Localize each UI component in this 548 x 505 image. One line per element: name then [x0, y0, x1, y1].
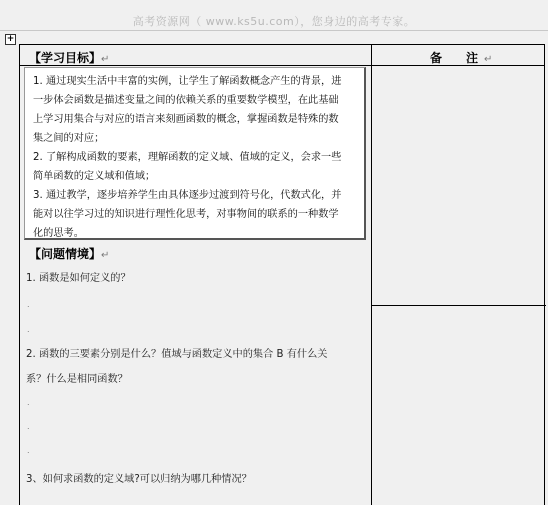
objective-line: 3. 通过教学，逐步培养学生由具体逐步过渡到符号化，代数式化，并: [33, 190, 342, 201]
objective-line: 集之间的对应；: [33, 133, 105, 144]
empty-paragraph-mark: .: [27, 325, 30, 334]
return-mark-icon: ↵: [101, 54, 110, 65]
empty-paragraph-mark: .: [27, 422, 30, 431]
lesson-table: [19, 44, 545, 505]
question-line: 系？什么是相同函数？: [26, 374, 128, 385]
empty-paragraph-mark: .: [27, 300, 30, 309]
notes-heading-text: 备 注: [430, 51, 485, 65]
return-mark-icon: ↵: [484, 54, 499, 65]
objectives-heading: [29, 49, 109, 66]
situation-heading-text: 【问题情境】: [29, 247, 102, 261]
return-mark-icon: ↵: [101, 250, 110, 261]
question-line: 1. 函数是如何定义的？: [26, 273, 131, 284]
objectives-text-box[interactable]: [24, 67, 366, 240]
objective-line: 化的思考。: [33, 228, 84, 239]
objective-line: 上学习用集合与对应的语言来刻画函数的概念，掌握函数是特殊的数: [33, 114, 339, 125]
header-divider: [0, 30, 548, 31]
situation-heading: [29, 245, 109, 262]
objectives-heading-text: 【学习目标】: [29, 51, 102, 65]
table-move-handle-icon[interactable]: +: [6, 34, 15, 44]
empty-paragraph-mark: .: [27, 446, 30, 455]
notes-heading: [430, 49, 498, 66]
empty-paragraph-mark: .: [27, 398, 30, 407]
question-line: 2. 函数的三要素分别是什么？值域与函数定义中的集合 B 有什么关: [26, 349, 328, 360]
notes-row-divider: [371, 305, 546, 306]
objective-line: 一步体会函数是描述变量之间的依赖关系的重要数学模型，在此基础: [33, 95, 339, 106]
objective-line: 1. 通过现实生活中丰富的实例，让学生了解函数概念产生的背景，进: [33, 76, 342, 87]
page-header-text: 高考资源网（ www.ks5u.com），您身边的高考专家。: [132, 15, 416, 28]
objective-line: 简单函数的定义域和值域；: [33, 171, 156, 182]
objective-line: 2. 了解构成函数的要素，理解函数的定义域、值域的定义，会求一些: [33, 152, 342, 163]
column-divider: [371, 45, 372, 505]
question-line: 3、如何求函数的定义域?可以归纳为哪几种情况？: [26, 474, 252, 485]
objective-line: 能对以往学习过的知识进行理性化思考，对事物间的联系的一种数学: [33, 209, 339, 220]
